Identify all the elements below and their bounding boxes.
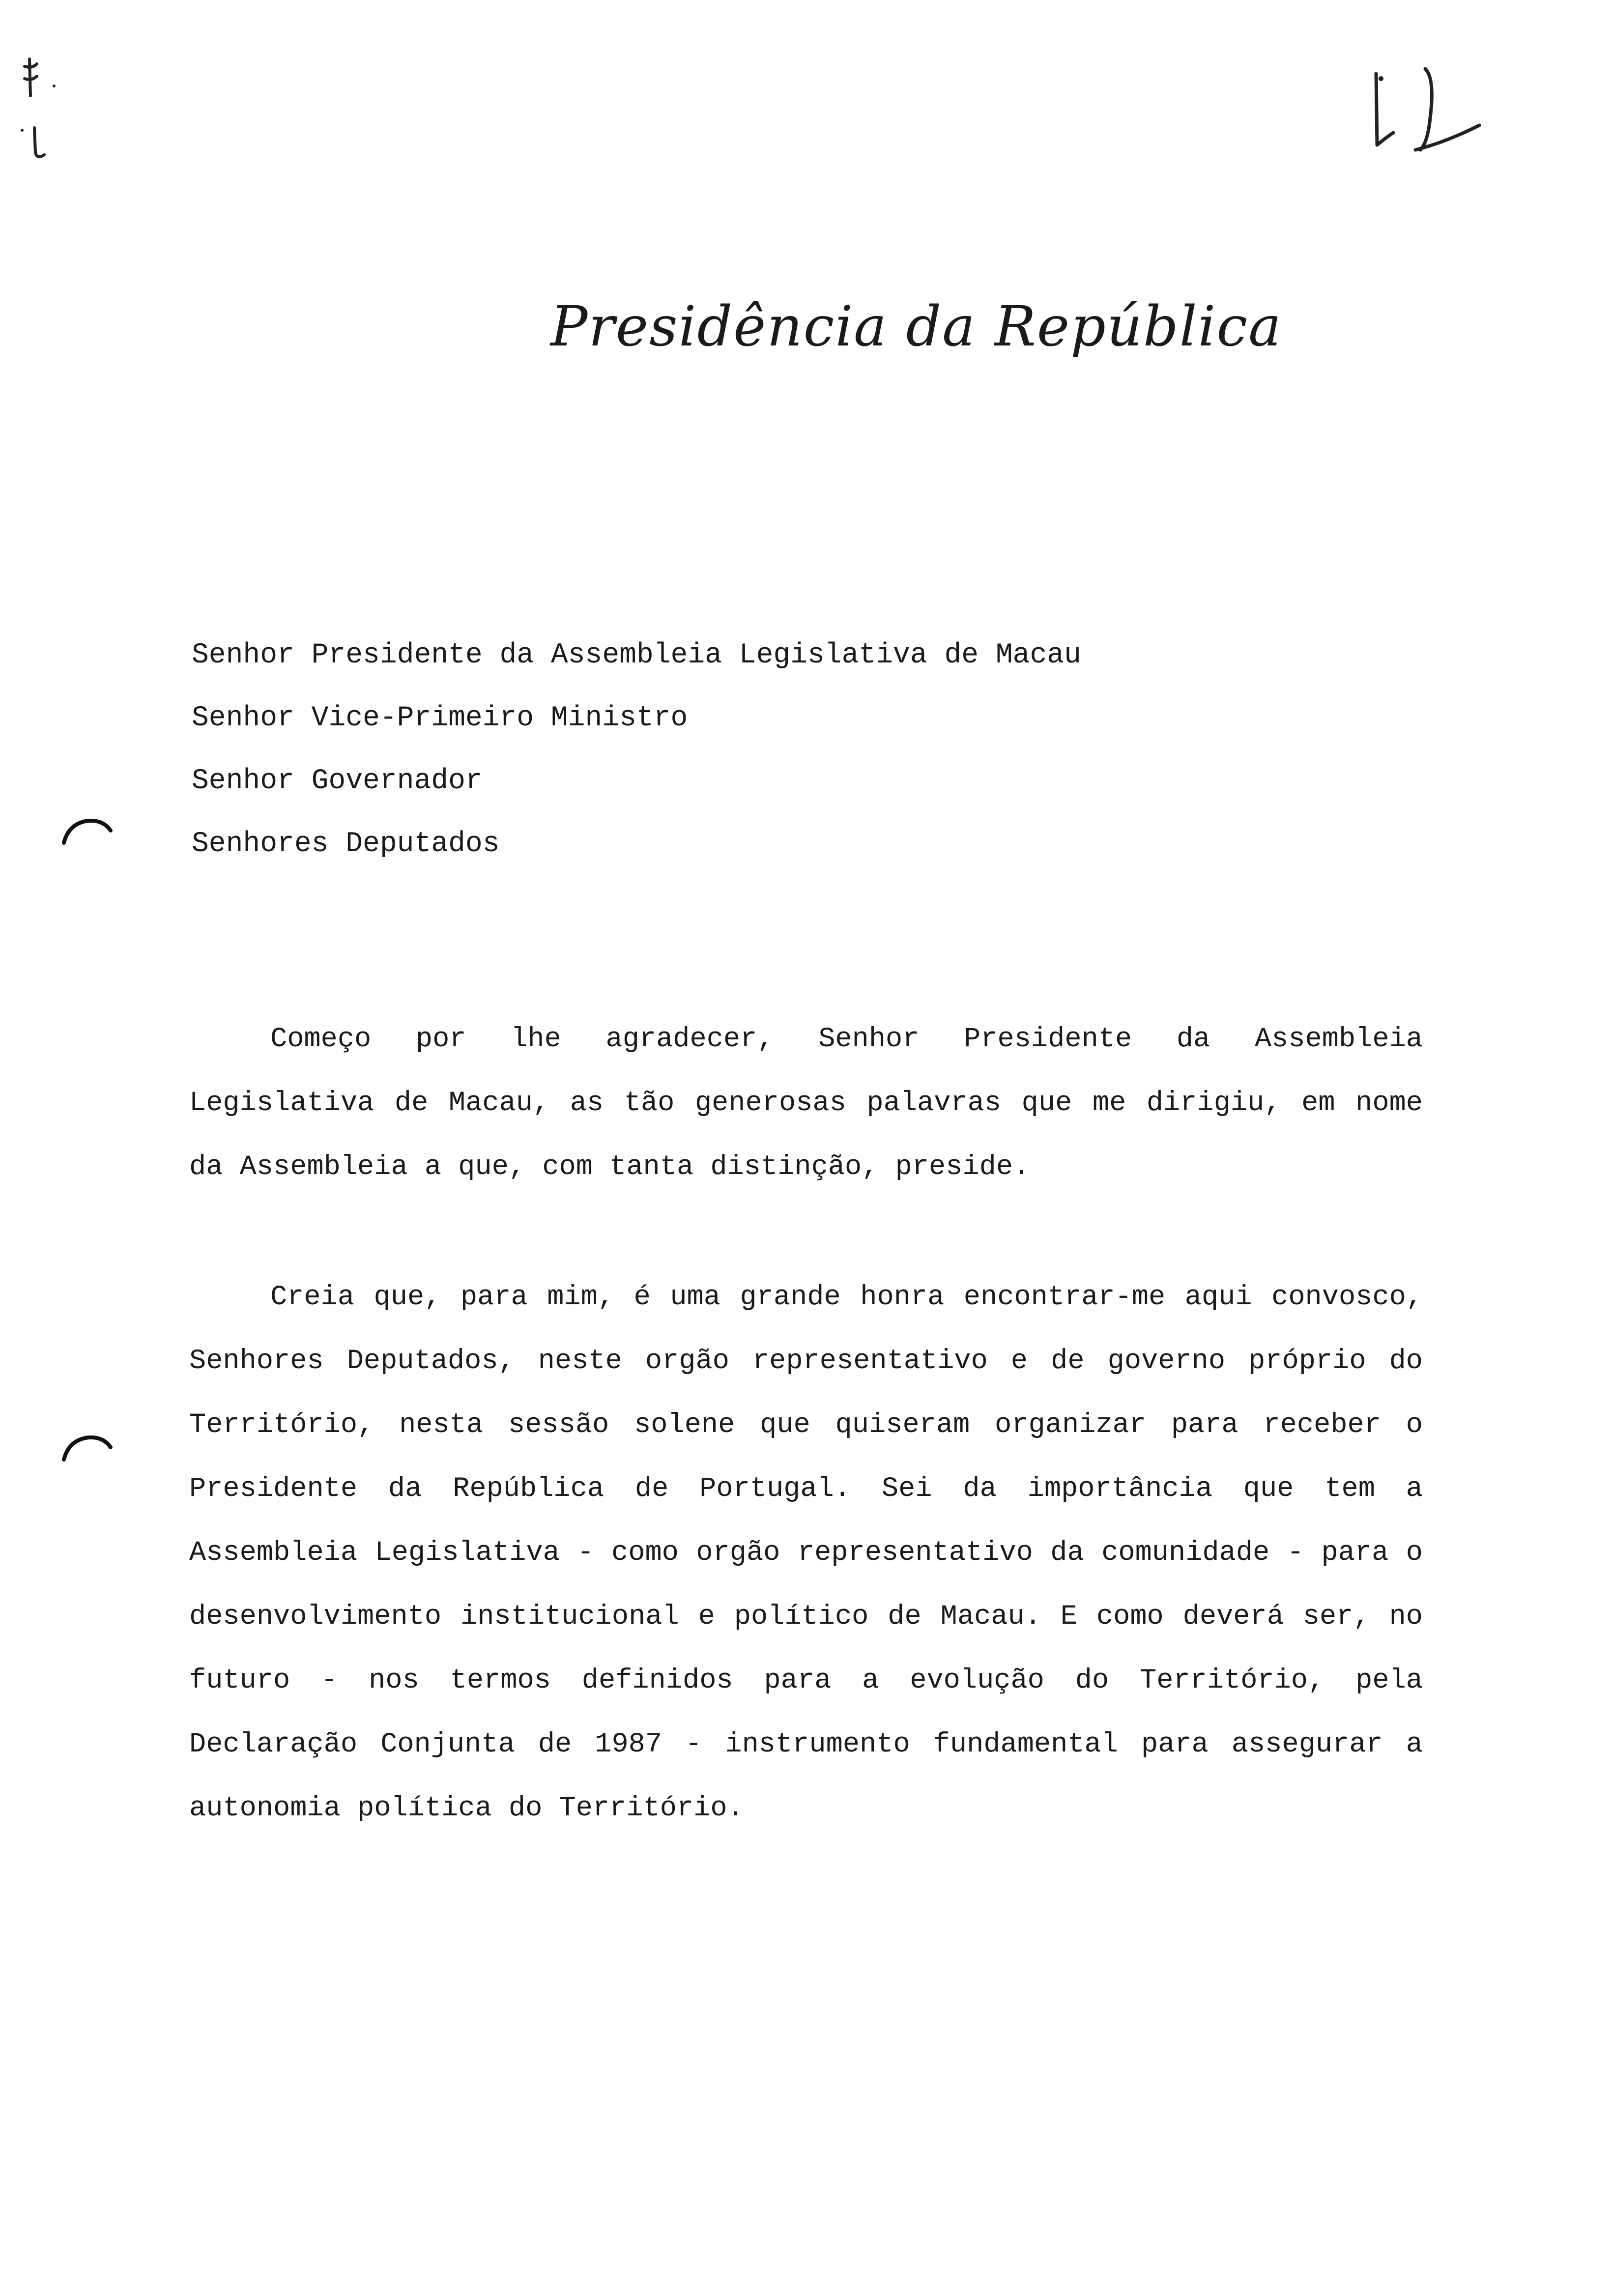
salutation-line: Senhor Vice-Primeiro Ministro: [192, 702, 688, 734]
salutation-line: Senhor Governador: [192, 765, 483, 797]
body-paragraph: Começo por lhe agradecer, Senhor Presidente da Assembleia Legislativa de Macau, as tão generosas palavras que me dirigiu, em nome da Assembleia a que, com tanta distinção, preside.: [189, 1024, 1423, 1183]
body-paragraph: Creia que, para mim, é uma grande honra encontrar-me aqui convosco, Senhores Deputados, neste orgão representativo e de governo próprio do Território, nesta sessão solene que quiseram organizar para receber o Presidente da República de Portugal. Sei da importância que tem a Assembleia Legislativa - como orgão representativo da comunidade - para o desenvolvimento institucional e político de Macau. E como deverá ser, no futuro - nos termos definidos para a evolução do Território, pela Declaração Conjunta de 1987 - instrumento fundamental para assegurar a autonomia política do Território.: [189, 1282, 1423, 1824]
handwritten-page-number-icon: [1366, 59, 1489, 157]
salutation-line: Senhor Presidente da Assembleia Legislativa de Macau: [192, 639, 1081, 671]
salutation-line: Senhores Deputados: [192, 828, 500, 860]
handwritten-bracket-icon: [59, 816, 113, 845]
handwritten-bracket-icon: [59, 1433, 113, 1462]
handwritten-margin-mark-icon: [10, 49, 69, 167]
letterhead-title: Presidência da República: [550, 295, 1282, 359]
salutations-block: [192, 624, 1081, 876]
